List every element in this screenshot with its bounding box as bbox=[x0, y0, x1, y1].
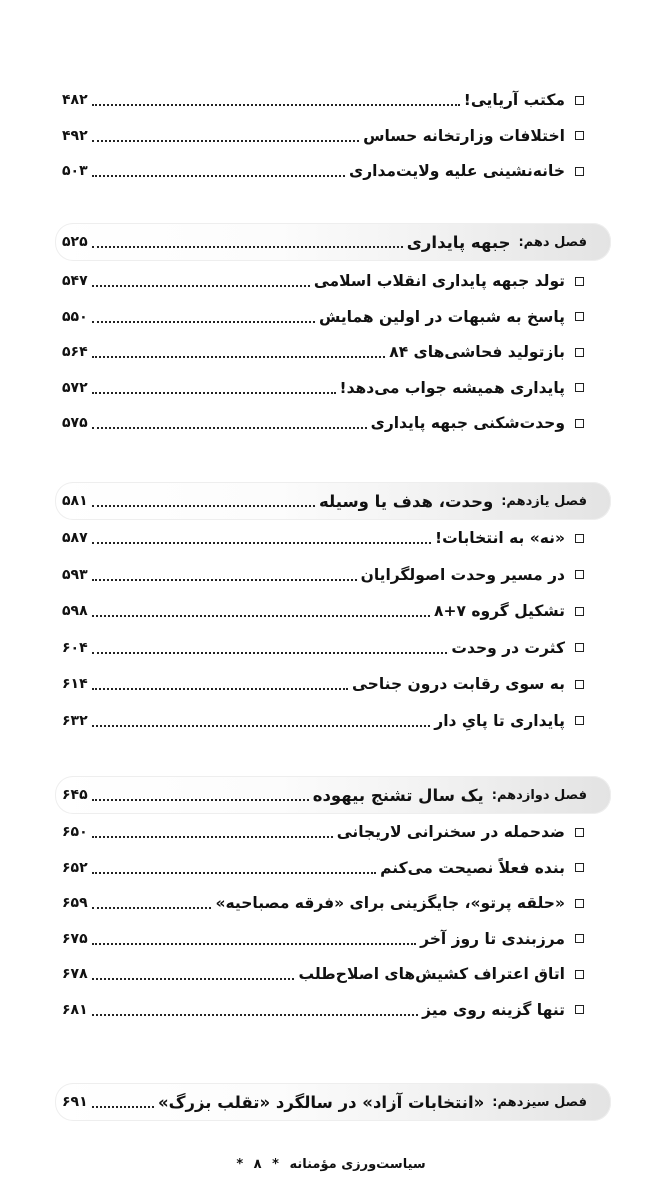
toc-item-page-number: ۵۹۸ bbox=[62, 603, 88, 619]
toc-item[interactable] bbox=[62, 266, 584, 296]
toc-item[interactable] bbox=[62, 337, 584, 367]
square-bullet-icon bbox=[575, 899, 584, 908]
footer-star: * bbox=[236, 1157, 244, 1172]
toc-item[interactable] bbox=[62, 888, 584, 918]
toc-item[interactable] bbox=[62, 959, 584, 989]
dot-leader bbox=[92, 378, 336, 394]
toc-item-title: مکتب آریایی! bbox=[463, 91, 565, 109]
square-bullet-icon bbox=[575, 680, 584, 689]
chapter-page-number: ۵۲۵ bbox=[62, 234, 88, 250]
toc-item-title: مرزبندی تا روز آخر bbox=[420, 929, 565, 948]
dot-leader bbox=[92, 929, 416, 945]
toc-item[interactable] bbox=[62, 560, 584, 590]
chapter-page-number: ۶۹۱ bbox=[62, 1094, 88, 1110]
chapter-label: فصل سیزدهم: bbox=[492, 1094, 587, 1110]
dot-leader bbox=[92, 342, 386, 358]
dot-leader bbox=[92, 126, 359, 142]
toc-item-page-number: ۴۹۲ bbox=[62, 127, 88, 144]
toc-item-page-number: ۶۵۲ bbox=[62, 859, 88, 876]
dot-leader bbox=[92, 491, 315, 507]
dot-leader bbox=[92, 674, 348, 690]
toc-item[interactable] bbox=[62, 669, 584, 699]
toc-item-title: اختلافات وزارتخانه حساس bbox=[363, 126, 565, 145]
toc-item-title: «نه» به انتخابات! bbox=[435, 529, 565, 547]
square-bullet-icon bbox=[575, 383, 584, 392]
toc-item-title: خانه‌نشینی علیه ولایت‌مداری bbox=[349, 162, 565, 180]
toc-item[interactable] bbox=[62, 853, 584, 883]
toc-item-title: «حلقه پرتو»، جایگزینی برای «فرقه مصباحیه» bbox=[215, 894, 565, 912]
toc-item-page-number: ۶۷۸ bbox=[62, 966, 88, 982]
toc-item[interactable] bbox=[62, 373, 584, 403]
toc-item[interactable] bbox=[62, 121, 584, 151]
chapter-heading[interactable] bbox=[55, 1083, 611, 1121]
toc-item-page-number: ۶۰۴ bbox=[62, 639, 88, 656]
footer-book-title: سیاست‌ورزی مؤمنانه bbox=[289, 1157, 426, 1172]
dot-leader bbox=[92, 413, 367, 429]
toc-item-title: اتاق اعتراف کشیش‌های اصلاح‌طلب bbox=[298, 965, 565, 983]
square-bullet-icon bbox=[575, 607, 584, 616]
footer-star: * bbox=[272, 1157, 279, 1172]
dot-leader bbox=[92, 528, 431, 544]
chapter-title: جبهه پایداری bbox=[406, 232, 511, 252]
toc-item[interactable] bbox=[62, 302, 584, 332]
toc-item-title: پاسخ به شبهات در اولین همایش bbox=[318, 307, 565, 326]
toc-item-title: در مسیر وحدت اصولگرایان bbox=[360, 565, 565, 584]
chapter-heading[interactable] bbox=[55, 482, 611, 520]
toc-item-page-number: ۵۴۷ bbox=[62, 273, 88, 289]
toc-item-page-number: ۵۹۳ bbox=[62, 566, 88, 583]
toc-item-title: تشکیل گروه ۷+۸ bbox=[434, 602, 565, 620]
toc-item[interactable] bbox=[62, 523, 584, 553]
square-bullet-icon bbox=[575, 534, 584, 543]
chapter-heading[interactable] bbox=[55, 776, 611, 814]
dot-leader bbox=[92, 711, 431, 727]
toc-item-page-number: ۶۷۵ bbox=[62, 930, 88, 947]
chapter-page-number: ۶۴۵ bbox=[62, 787, 88, 803]
dot-leader bbox=[92, 638, 448, 654]
toc-item-page-number: ۵۸۷ bbox=[62, 530, 88, 546]
square-bullet-icon bbox=[575, 863, 584, 872]
dot-leader bbox=[92, 271, 310, 287]
toc-item-page-number: ۶۱۴ bbox=[62, 676, 88, 692]
toc-item[interactable] bbox=[62, 817, 584, 847]
toc-item-page-number: ۵۰۳ bbox=[62, 163, 88, 179]
dot-leader bbox=[92, 1000, 418, 1016]
dot-leader bbox=[92, 822, 333, 838]
square-bullet-icon bbox=[575, 970, 584, 979]
toc-item-page-number: ۶۸۱ bbox=[62, 1001, 88, 1018]
toc-item-page-number: ۶۵۹ bbox=[62, 895, 88, 911]
dot-leader bbox=[92, 893, 212, 909]
dot-leader bbox=[92, 858, 376, 874]
toc-item[interactable] bbox=[62, 408, 584, 438]
toc-item[interactable] bbox=[62, 596, 584, 626]
toc-item-title: تنها گزینه روی میز bbox=[422, 1000, 565, 1019]
toc-item[interactable] bbox=[62, 85, 584, 115]
chapter-label: فصل دهم: bbox=[518, 234, 587, 250]
toc-item[interactable] bbox=[62, 156, 584, 186]
square-bullet-icon bbox=[575, 934, 584, 943]
square-bullet-icon bbox=[575, 167, 584, 176]
square-bullet-icon bbox=[575, 419, 584, 428]
toc-item[interactable] bbox=[62, 924, 584, 954]
square-bullet-icon bbox=[575, 570, 584, 579]
dot-leader bbox=[92, 785, 309, 801]
toc-item-page-number: ۵۷۲ bbox=[62, 379, 88, 396]
square-bullet-icon bbox=[575, 96, 584, 105]
dot-leader bbox=[92, 1092, 154, 1108]
chapter-title: یک سال تشنج بیهوده bbox=[312, 785, 484, 805]
toc-item-title: بازتولید فحاشی‌های ۸۴ bbox=[389, 343, 565, 361]
dot-leader bbox=[92, 964, 295, 980]
toc-item-title: پایداری تا پایِ دار bbox=[434, 711, 565, 730]
chapter-row bbox=[62, 486, 587, 516]
square-bullet-icon bbox=[575, 277, 584, 286]
chapter-title: «انتخابات آزاد» در سالگرد «تقلب بزرگ» bbox=[157, 1092, 485, 1112]
square-bullet-icon bbox=[575, 643, 584, 652]
dot-leader bbox=[92, 307, 315, 323]
square-bullet-icon bbox=[575, 828, 584, 837]
toc-item-title: پایداری همیشه جواب می‌دهد! bbox=[339, 378, 565, 397]
square-bullet-icon bbox=[575, 131, 584, 140]
toc-item-page-number: ۵۷۵ bbox=[62, 415, 88, 431]
toc-item-page-number: ۴۸۲ bbox=[62, 92, 88, 108]
toc-item-title: وحدت‌شکنی جبهه پایداری bbox=[370, 414, 565, 432]
toc-item-title: به سوی رقابت درون جناحی bbox=[351, 675, 565, 693]
dot-leader bbox=[92, 90, 460, 106]
chapter-label: فصل یازدهم: bbox=[501, 493, 587, 509]
square-bullet-icon bbox=[575, 1005, 584, 1014]
toc-item-title: ضدحمله در سخنرانی لاریجانی bbox=[336, 823, 565, 841]
toc-item-page-number: ۵۶۴ bbox=[62, 344, 88, 360]
chapter-label: فصل دوازدهم: bbox=[491, 787, 587, 803]
chapter-title: وحدت، هدف یا وسیله bbox=[318, 491, 494, 511]
toc-item-title: کثرت در وحدت bbox=[451, 638, 565, 657]
chapter-row bbox=[62, 1087, 587, 1117]
toc-item-page-number: ۵۵۰ bbox=[62, 308, 88, 325]
dot-leader bbox=[92, 161, 345, 177]
dot-leader bbox=[92, 565, 357, 581]
toc-item-title: تولد جبهه پایداری انقلاب اسلامی bbox=[313, 272, 565, 290]
toc-item[interactable] bbox=[62, 995, 584, 1025]
toc-item[interactable] bbox=[62, 633, 584, 663]
toc-item-page-number: ۶۵۰ bbox=[62, 824, 88, 840]
dot-leader bbox=[92, 601, 430, 617]
dot-leader bbox=[92, 232, 403, 248]
square-bullet-icon bbox=[575, 312, 584, 321]
footer-page-number: ۸ bbox=[253, 1157, 262, 1172]
chapter-row bbox=[62, 780, 587, 810]
page-footer bbox=[0, 1157, 662, 1172]
square-bullet-icon bbox=[575, 348, 584, 357]
chapter-heading[interactable] bbox=[55, 223, 611, 261]
square-bullet-icon bbox=[575, 716, 584, 725]
chapter-row bbox=[62, 227, 587, 257]
toc-item-page-number: ۶۳۲ bbox=[62, 712, 88, 729]
chapter-page-number: ۵۸۱ bbox=[62, 493, 88, 509]
toc-item-title: بنده فعلاً نصیحت می‌کنم bbox=[380, 858, 565, 877]
toc-item[interactable] bbox=[62, 706, 584, 736]
